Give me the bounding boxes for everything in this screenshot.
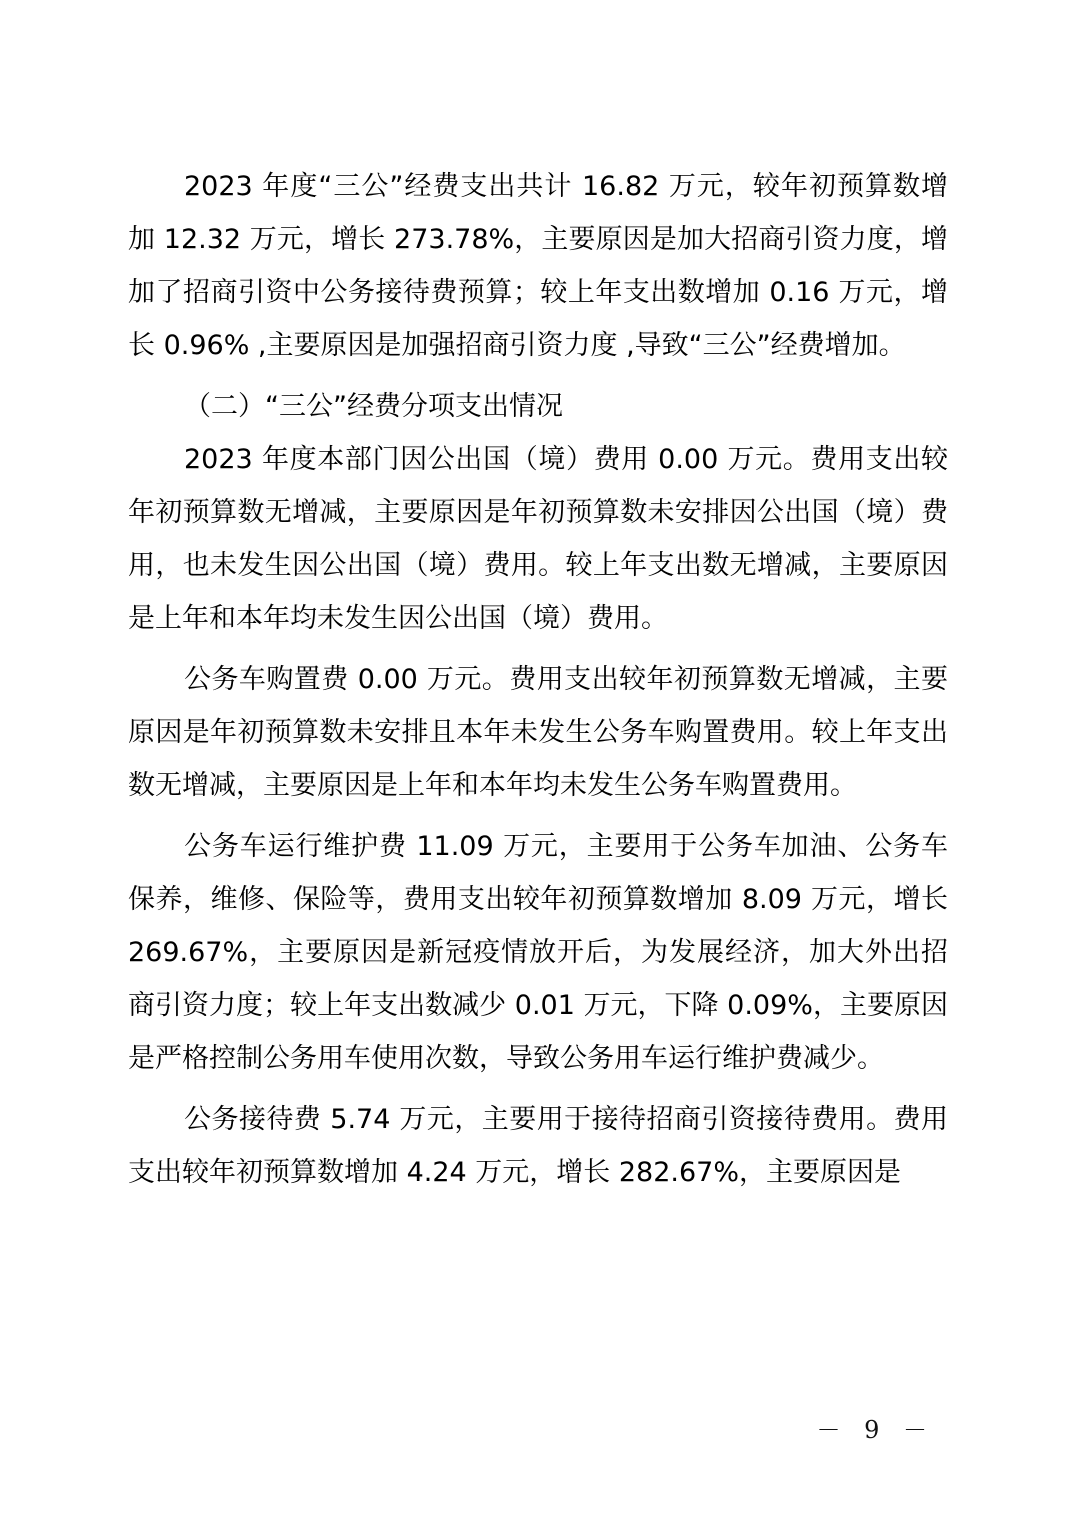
paragraph-total-expenditure: 2023 年度“三公”经费支出共计 16.82 万元，较年初预算数增加 12.32 万元，增长 273.78%，主要原因是加大招商引资力度，增加了招商引资中公务接待费预算；较上年支出数增加 0.16 万元，增长 0.96% ,主要原因是加强招商引资力度 ,导致“三公”经费增加。 xyxy=(128,171,948,361)
paragraph-vehicle-purchase: 公务车购置费 0.00 万元。费用支出较年初预算数无增减，主要原因是年初预算数未安排且本年未发生公务车购置费用。较上年支出数无增减，主要原因是上年和本年均未发生公务车购置费用。 xyxy=(128,664,948,801)
paragraph-overseas-travel: 2023 年度本部门因公出国（境）费用 0.00 万元。费用支出较年初预算数无增减，主要原因是年初预算数未安排因公出国（境）费用，也未发生因公出国（境）费用。较上年支出数无增减，主要原因是上年和本年均未发生因公出国（境）费用。 xyxy=(128,444,948,634)
paragraph-vehicle-maintenance: 公务车运行维护费 11.09 万元，主要用于公务车加油、公务车保养，维修、保险等，费用支出较年初预算数增加 8.09 万元，增长 269.67%，主要原因是新冠疫情放开后，为发展经济，加大外出招商引资力度；较上年支出数减少 0.01 万元，下降 0.09%，主要原因是严格控制公务用车使用次数，导致公务用车运行维护费减少。 xyxy=(128,831,948,1074)
section-heading-itemized: （二）“三公”经费分项支出情况 xyxy=(184,391,563,422)
page-number: － 9 － xyxy=(816,1416,935,1444)
paragraph-official-reception: 公务接待费 5.74 万元，主要用于接待招商引资接待费用。费用支出较年初预算数增加 4.24 万元，增长 282.67%，主要原因是 xyxy=(128,1104,948,1188)
document-body xyxy=(128,160,948,1199)
